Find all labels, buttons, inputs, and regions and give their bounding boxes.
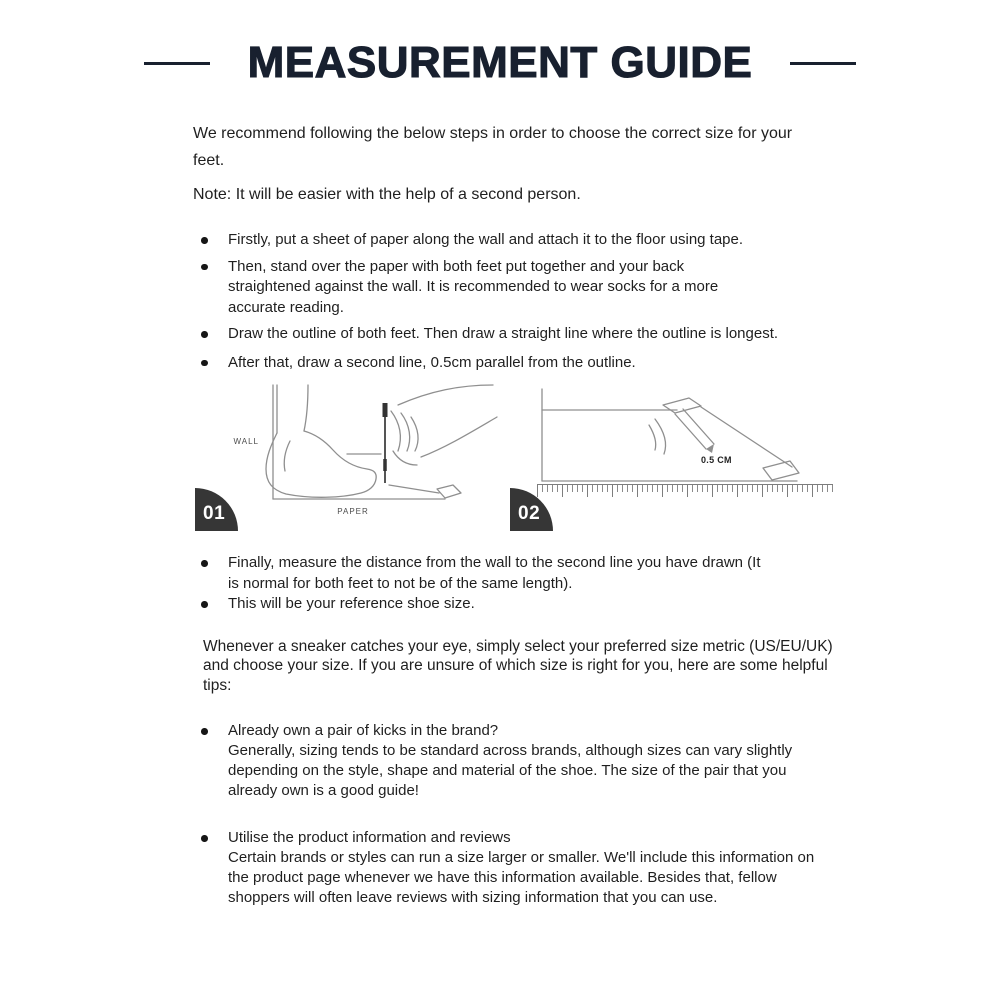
figures-row xyxy=(193,383,1000,531)
title-right-dash xyxy=(790,62,856,65)
finger-line-3 xyxy=(411,417,418,451)
forearm-top-line xyxy=(398,385,493,405)
pencil-side-1 xyxy=(675,414,706,449)
pencil-end xyxy=(663,398,701,413)
figure-ruler-measure xyxy=(505,383,835,531)
results-list xyxy=(193,553,1000,615)
paper-label: PAPER xyxy=(337,507,369,516)
gap-curve-1 xyxy=(655,419,666,454)
title-left-dash xyxy=(144,62,210,65)
ruler-ticks xyxy=(537,484,833,498)
thumb-line xyxy=(393,451,417,465)
intro-paragraph: We recommend following the below steps in order to choose the correct size for your feet. xyxy=(193,125,793,169)
gap-curve-2 xyxy=(649,425,656,450)
tip-title: Utilise the product information and reviews xyxy=(228,829,511,846)
tape-line xyxy=(389,485,439,493)
tip-title: Already own a pair of kicks in the brand? xyxy=(228,722,499,739)
page-header xyxy=(0,36,1000,90)
foot-measure-illustration xyxy=(195,383,500,531)
tape-piece xyxy=(437,485,461,498)
note-paragraph: Note: It will be easier with the help of a second person. xyxy=(193,186,581,203)
tip-item-own-pair xyxy=(193,721,793,801)
step-item-4: After that, draw a second line, 0.5cm parallel from the outline. xyxy=(193,353,888,374)
figure-number-badge-01: 01 xyxy=(195,488,238,531)
result-item-2: This will be your reference shoe size. xyxy=(193,594,828,615)
result-item-1: Finally, measure the distance from the wall to the second line you have drawn (It is normal for both feet to not be of the same length). xyxy=(193,553,773,594)
guide-content xyxy=(0,120,1000,908)
leg-front-line xyxy=(304,385,308,431)
eraser-piece xyxy=(763,461,799,480)
tip-item-product-info xyxy=(193,828,828,908)
ankle-curve xyxy=(284,441,290,471)
tips-list xyxy=(193,721,1000,908)
pencil-tip xyxy=(706,444,714,453)
step-item-3: Draw the outline of both feet. Then draw a straight line where the outline is longest. xyxy=(193,324,788,345)
forearm-bottom-line xyxy=(421,417,497,457)
foot-outline xyxy=(266,431,376,497)
wall-label: WALL xyxy=(233,437,259,446)
tip-body: Generally, sizing tends to be standard across brands, although sizes can vary slightly depending on the style, shape and material of the shoe. The size of the pair that you already own is a good guide! xyxy=(228,742,793,799)
steps-list xyxy=(193,230,1000,373)
half-cm-label: 0.5 CM xyxy=(701,455,732,465)
pencil-side-2 xyxy=(683,409,714,444)
ruler-illustration xyxy=(505,383,835,531)
step-item-2: Then, stand over the paper with both feet put together and your back straightened against the wall. It is recommended to wear socks for a more accurate reading. xyxy=(193,257,753,319)
finger-line-2 xyxy=(401,413,410,451)
figure-foot-against-wall xyxy=(195,383,500,531)
tips-intro-paragraph: Whenever a sneaker catches your eye, simply select your preferred size metric (US/EU/UK) and choose your size. If you are unsure of which size is right for you, here are some helpful tips: xyxy=(203,637,833,694)
tip-body: Certain brands or styles can run a size larger or smaller. We'll include this information on the product page whenever we have this information available. Besides that, fellow shoppers will often leave reviews with sizing information that you can use. xyxy=(228,849,815,906)
page-title: MEASUREMENT GUIDE xyxy=(247,38,753,87)
step-item-1: Firstly, put a sheet of paper along the wall and attach it to the floor using tape. xyxy=(193,230,888,251)
finger-line-1 xyxy=(391,411,400,451)
figure-number-badge-02: 02 xyxy=(510,488,553,531)
